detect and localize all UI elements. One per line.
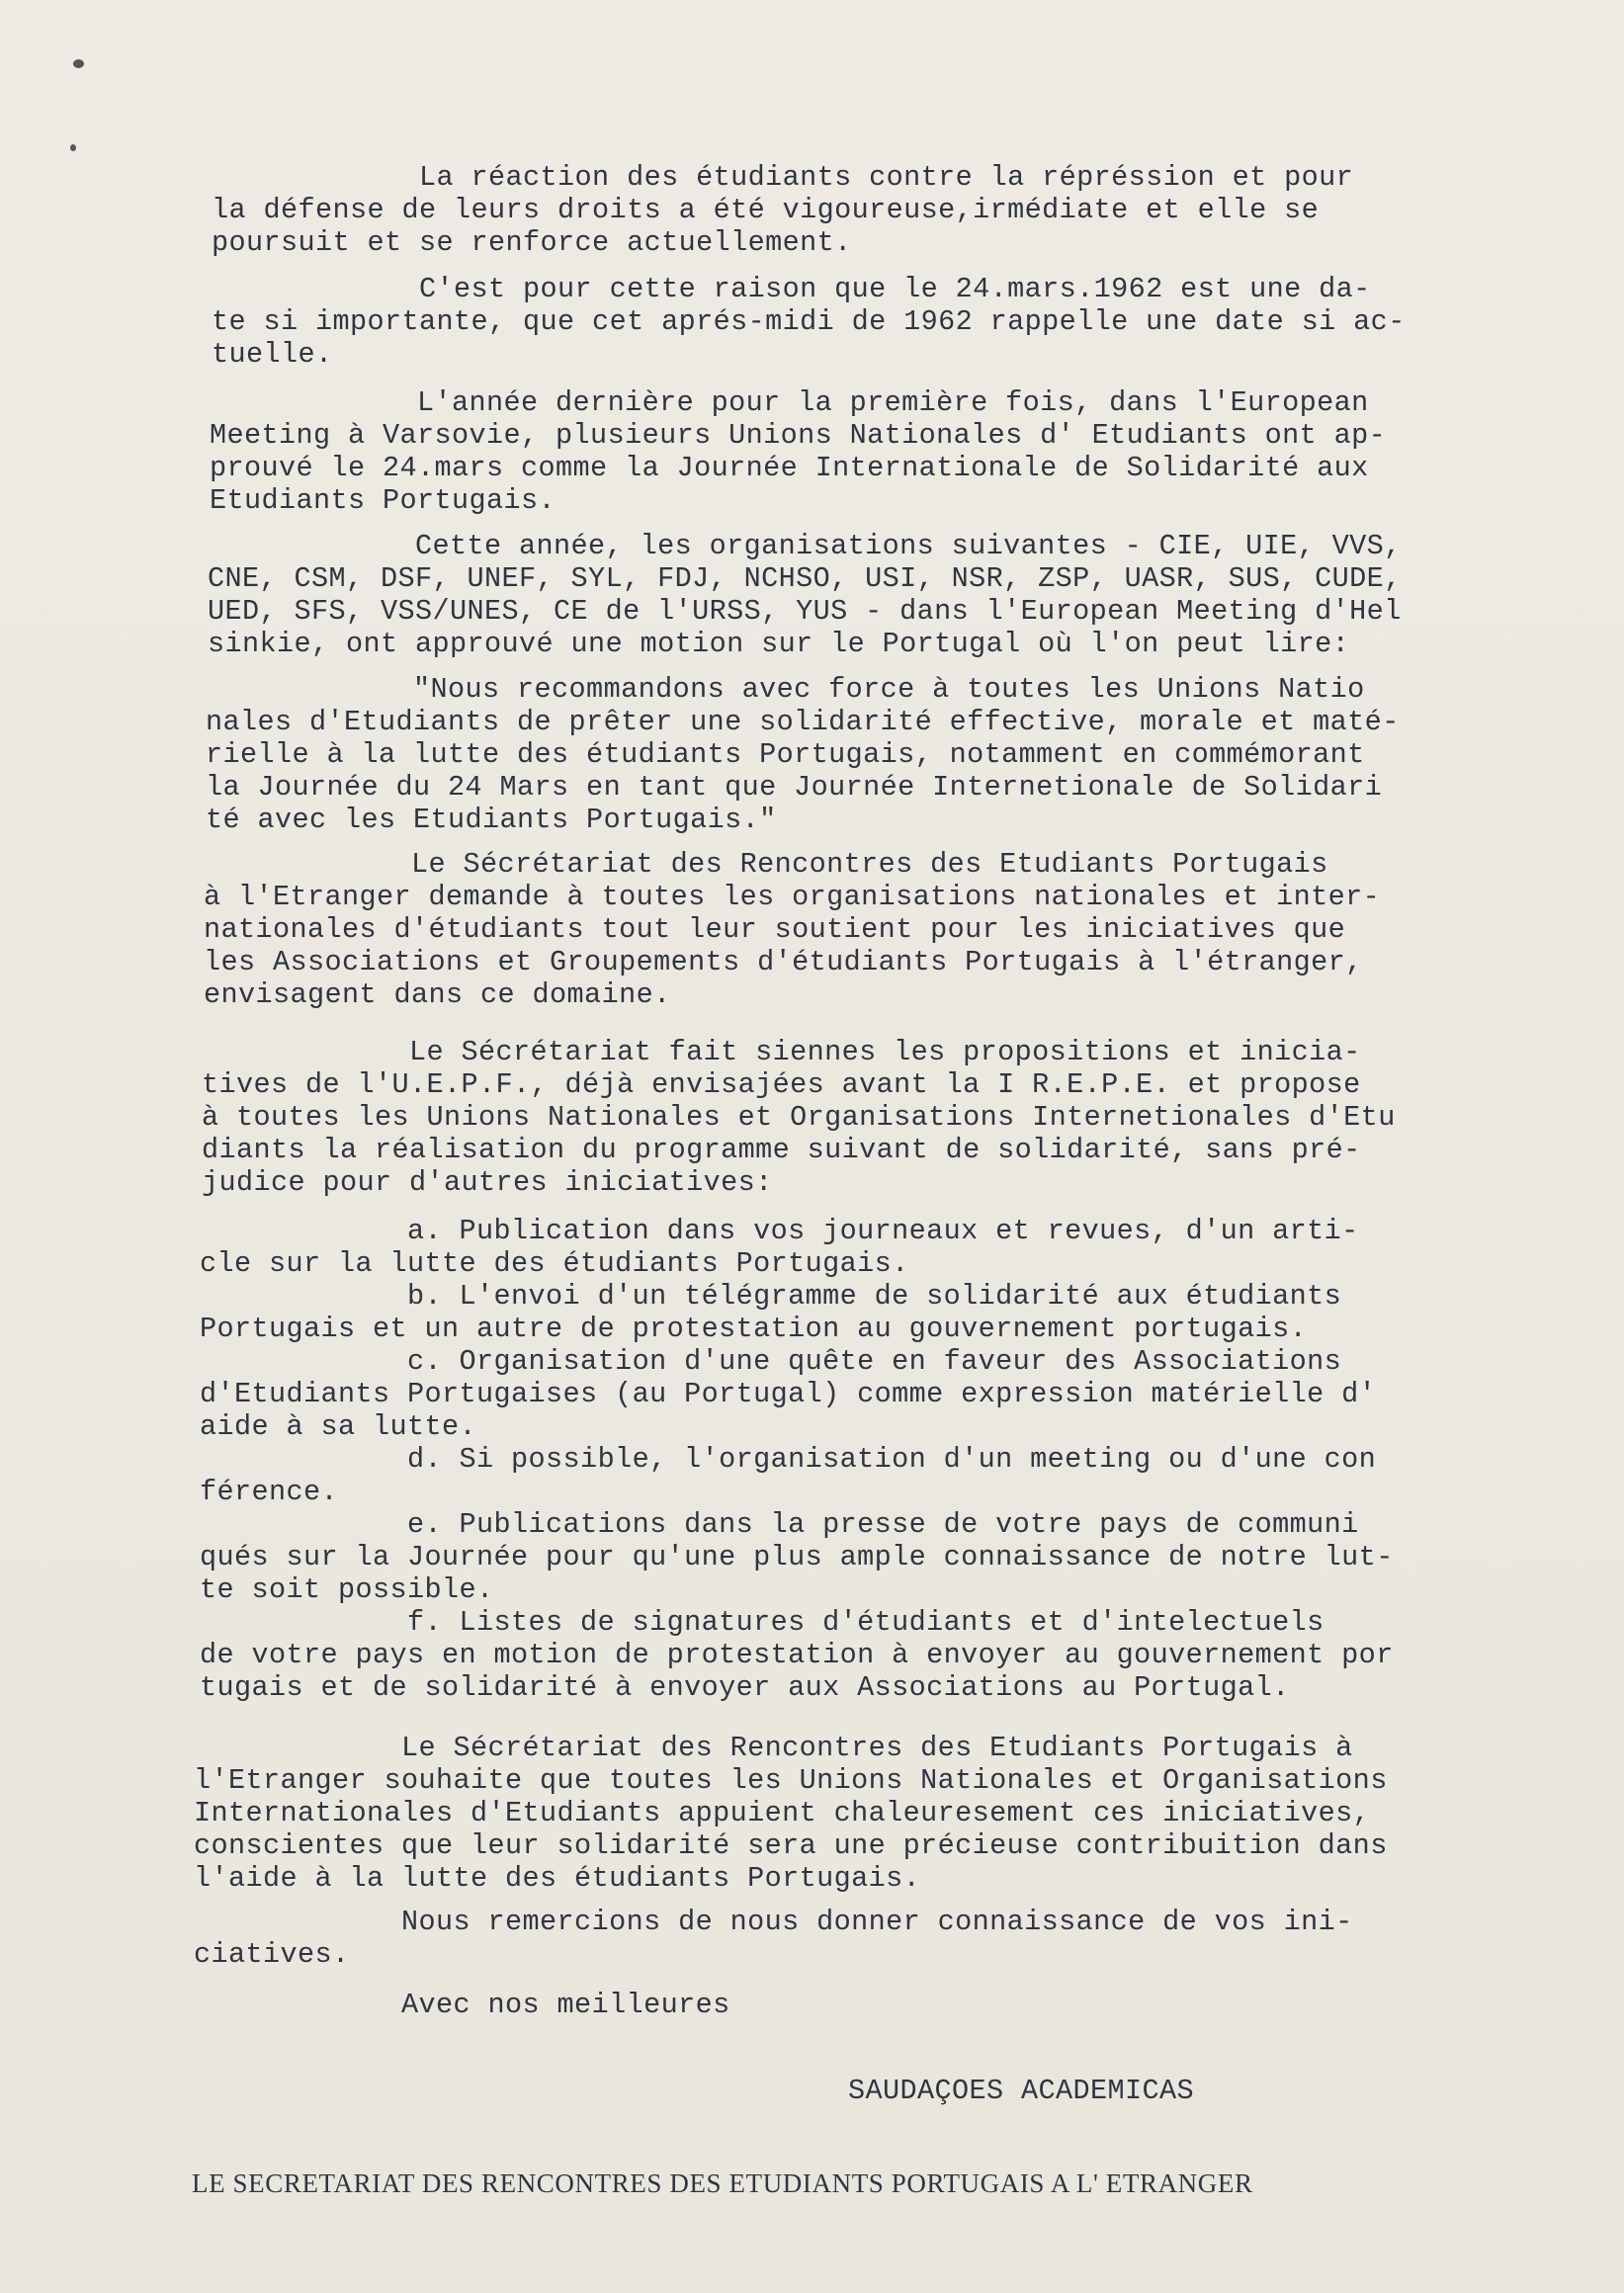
paragraph-european-meeting-varsovie: L'année dernière pour la première fois, dans l'European Meeting à Varsovie, plusieurs Unions Nationales d' Etudiants ont ap- prouvé le 24.mars comme la Journée Internationale de Solidarité aux Etudiants Portugais.: [210, 386, 1387, 517]
paragraph-programme-intro: Le Sécrétariat fait siennes les propositions et inicia- tives de l'U.E.P.F., déjà envisajées avant la I R.E.P.E. et propose à toutes les Unions Nationales et Organisations Internetionales d'Etu diants la réalisation du programme suivant de solidarité, sans pré- judice pour d'autres iniciatives:: [202, 1036, 1396, 1199]
paragraph-secretariat-request: Le Sécrétariat des Rencontres des Etudiants Portugais à l'Etranger demande à toutes les organisations nationales et inter- nationales d'étudiants tout leur soutient pour les iniciatives que les Associations et Groupements d'étudiants Portugais à l'étranger, envisagent dans ce domaine.: [204, 848, 1381, 1011]
paragraph-repression-reaction: La réaction des étudiants contre la répréssion et pour la défense de leurs droits a été vigoureuse,irmédiate et elle se poursuit et se renforce actuellement.: [212, 161, 1354, 259]
signature-line: LE SECRETARIAT DES RENCONTRES DES ETUDIANTS PORTUGAIS A L' ETRANGER: [192, 2168, 1253, 2198]
paragraph-secretariat-wish: Le Sécrétariat des Rencontres des Etudiants Portugais à l'Etranger souhaite que toutes les Unions Nationales et Organisations Internationales d'Etudiants appuient chaleuresement ces iniciatives, conscientes que leur solidarité sera une précieuse contribuition dans l'aide à la lutte des étudiants Portugais.: [194, 1732, 1388, 1895]
paragraph-thanks: Nous remercions de nous donner connaissance de vos ini- ciatives.: [194, 1906, 1353, 1971]
paragraph-regards: Avec nos meilleures: [194, 1989, 730, 2021]
solidarity-programme-list: a. Publication dans vos journeaux et revues, d'un arti- cle sur la lutte des étudiants Portugais. b. L'envoi d'un télégramme de solidarité aux étudiants Portugais et un autre de protestation au gouvernement portugais. c. Organisation d'une quête en faveur des Associations d'Etudiants Portugaises (au Portugal) comme expression matérielle d' aide à sa lutte. d. Si possible, l'organisation d'un meeting ou d'une con férence. e. Publications dans la presse de votre pays de communi qués sur la Journée pour qu'une plus ample connaissance de notre lut- te soit possible. f. Listes de signatures d'étudiants et d'intelectuels de votre pays en motion de protestation à envoyer au gouvernement por tugais et de solidarité à envoyer aux Associations au Portugal.: [200, 1215, 1394, 1704]
paragraph-date-importance: C'est pour cette raison que le 24.mars.1962 est une da- te si importante, que cet aprés-midi de 1962 rappelle une date si ac- tuelle.: [212, 273, 1406, 371]
punch-mark: [73, 59, 84, 68]
closing-salutation: SAUDAÇOES ACADEMICAS: [848, 2075, 1195, 2107]
paragraph-organisations-list: Cette année, les organisations suivantes - CIE, UIE, VVS, CNE, CSM, DSF, UNEF, SYL, FDJ, NCHSO, USI, NSR, ZSP, UASR, SUS, CUDE, UED, SFS, VSS/UNES, CE de l'URSS, YUS - dans l'European Meeting d'Hel sinkie, ont approuvé une motion sur le Portugal où l'on peut lire:: [208, 530, 1402, 660]
punch-mark: [70, 144, 76, 151]
paragraph-motion-quote: "Nous recommandons avec force à toutes les Unions Natio nales d'Etudiants de prêter une solidarité effective, morale et maté- rielle à la lutte des étudiants Portugais, notamment en commémorant la Journée du 24 Mars en tant que Journée Internetionale de Solidari té avec les Etudiants Portugais.": [206, 673, 1400, 836]
